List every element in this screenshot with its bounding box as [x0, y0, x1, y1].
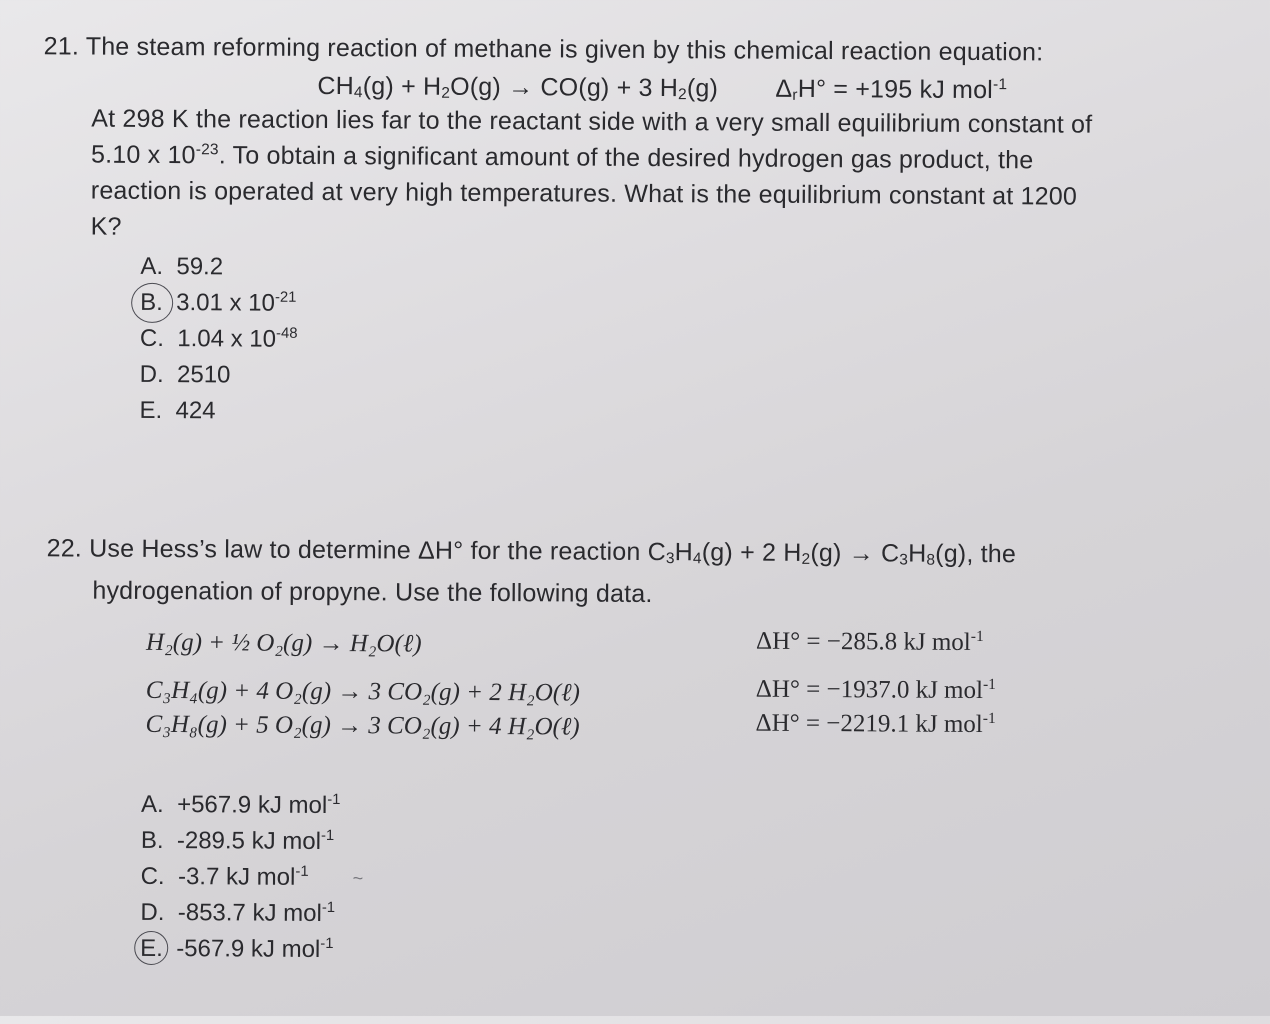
eq-h2o-sub: 2 — [441, 84, 451, 102]
q22-dh-3 — [756, 709, 996, 739]
option-sup: -21 — [274, 289, 297, 306]
option-sup: -48 — [276, 325, 298, 342]
q21-stem-line1 — [44, 32, 1044, 67]
option-letter: C. — [139, 324, 165, 353]
q21-option-d[interactable] — [140, 361, 231, 390]
q22-dh-2 — [756, 675, 996, 705]
option-sup: -1 — [327, 792, 341, 809]
option-letter: B. — [140, 288, 163, 317]
dh-value: ΔH° = −2219.1 kJ mol — [755, 709, 983, 739]
option-letter: E. — [140, 934, 163, 963]
option-text: -289.5 kJ mol — [176, 827, 322, 855]
option-letter: D. — [139, 360, 164, 389]
dh-sup: -1 — [970, 627, 984, 646]
q22-stem-d: (g) → C — [810, 538, 900, 568]
q22-option-e[interactable] — [140, 935, 333, 964]
option-text: 1.04 x 10 — [177, 325, 277, 353]
delta-sup: -1 — [992, 76, 1008, 94]
q22-option-b[interactable] — [141, 827, 334, 856]
q22-sub: 3 — [899, 551, 909, 569]
q21-line5: K? — [90, 212, 122, 241]
q22-sub: 2 — [801, 550, 811, 568]
q21-k-value: 5.10 x 10 — [90, 140, 196, 170]
q22-reaction-3: C₃H₈(g) + 5 O₂(g) → 3 CO₂(g) + 4 H₂O(ℓ) — [145, 710, 580, 741]
q22-reaction-2: C₃H₄(g) + 4 O₂(g) → 3 CO₂(g) + 2 H₂O(ℓ) — [145, 676, 580, 707]
eq-ch: CH — [317, 71, 355, 101]
dh-value: ΔH° = −285.8 kJ mol — [756, 627, 971, 656]
q22-stem-e: H — [908, 539, 927, 568]
eq-ch-sub: 4 — [353, 84, 363, 102]
q22-dh-1 — [756, 627, 984, 657]
option-text: 2510 — [176, 361, 231, 389]
option-letter: A. — [141, 790, 164, 819]
q22-number: 22. — [46, 534, 83, 563]
q21-option-a[interactable] — [140, 253, 223, 282]
option-letter: E. — [139, 396, 163, 424]
q21-line2: At 298 K the reaction lies far to the reactant side with a very small equilibrium constant of — [91, 104, 1093, 139]
q21-delta-h — [775, 75, 1007, 106]
q22-stem-line2: hydrogenation of propyne. Use the following data. — [92, 576, 653, 608]
dh-sup: -1 — [982, 710, 996, 728]
q21-equation — [317, 72, 718, 104]
option-letter: B. — [140, 826, 164, 855]
option-sup: -1 — [321, 899, 336, 917]
q22-stem-b: H — [674, 538, 694, 567]
option-text: 59.2 — [176, 253, 224, 281]
q22-stem-f: (g), the — [935, 539, 1017, 569]
pencil-tick-mark: ~ — [352, 868, 364, 889]
q22-stem-c: (g) + 2 H — [701, 538, 802, 567]
delta-value: H° = +195 kJ mol — [797, 74, 994, 105]
q21-answer-circle — [131, 283, 173, 323]
q22-stem-a: Use Hess’s law to determine ΔH° for the reaction C — [89, 534, 666, 567]
q22-sub: 8 — [926, 551, 936, 569]
q22-option-d[interactable] — [140, 899, 335, 928]
dh-sup: -1 — [982, 676, 997, 694]
q21-option-e[interactable] — [139, 397, 215, 425]
option-sup: -1 — [320, 827, 335, 845]
option-letter: A. — [140, 252, 164, 281]
q21-line3-rest: . To obtain a significant amount of the desired hydrogen gas product, the — [218, 141, 1034, 175]
option-text: 3.01 x 10 — [176, 289, 276, 317]
q21-stem-text: The steam reforming reaction of methane is given by this chemical reaction equation: — [85, 32, 1044, 67]
option-text: -3.7 kJ mol — [177, 863, 296, 891]
q22-answer-circle — [134, 931, 168, 965]
q21-line4: reaction is operated at very high temperatures. What is the equilibrium constant at 1200 — [90, 176, 1078, 211]
q21-number: 21. — [43, 32, 80, 61]
q22-stem-line1 — [47, 534, 1017, 570]
dh-value: ΔH° = −1937.0 kJ mol — [755, 675, 984, 705]
option-sup: -1 — [295, 863, 309, 880]
delta-sub: r — [792, 86, 798, 104]
q22-option-c[interactable] — [141, 863, 309, 892]
q21-option-c[interactable] — [140, 325, 298, 354]
eq-ch-state: (g) + H — [362, 72, 442, 101]
q22-reaction-1: H₂(g) + ½ O₂(g) → H₂O(ℓ) — [145, 628, 422, 658]
q22-option-a[interactable] — [141, 791, 341, 820]
option-text: -567.9 kJ mol — [176, 935, 321, 963]
option-letter: C. — [140, 862, 165, 891]
delta-symbol: Δ — [775, 74, 793, 103]
option-text: 424 — [175, 397, 216, 425]
eq-h2o-rest: O(g) → CO(g) + 3 H — [450, 72, 679, 103]
eq-h2-state: (g) — [686, 74, 719, 103]
q22-sub: 3 — [665, 550, 675, 568]
q22-sub: 4 — [692, 550, 702, 568]
eq-h2-sub: 2 — [678, 86, 687, 104]
q21-line3 — [91, 141, 1034, 176]
option-text: +567.9 kJ mol — [177, 791, 328, 820]
option-letter: D. — [140, 898, 165, 927]
option-text: -853.7 kJ mol — [177, 899, 322, 927]
q21-k-exp: -23 — [195, 141, 219, 159]
option-sup: -1 — [320, 935, 334, 953]
